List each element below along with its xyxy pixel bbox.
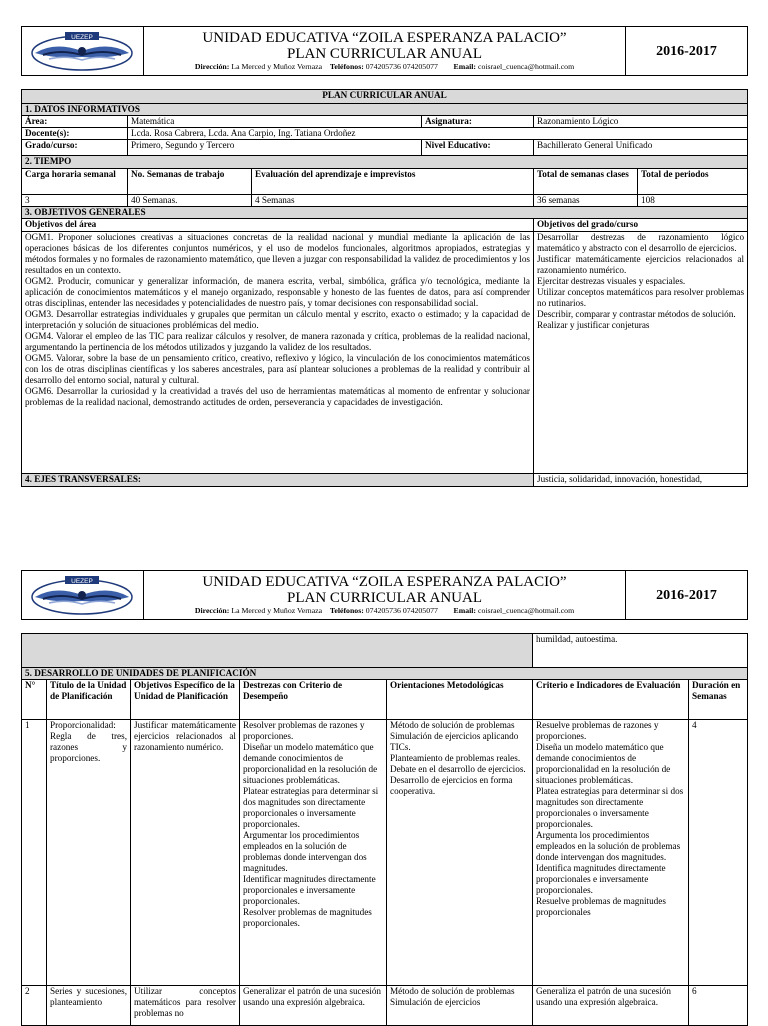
row2-orientaciones: Método de solución de problemas Simulación de ejercicios bbox=[387, 986, 533, 1026]
page1-header bbox=[21, 26, 748, 76]
row1-destrezas: Resolver problemas de razones y proporciones. Diseñar un modelo matemático que demande conocimientos de proporcionalidad en la resolución de situaciones problemáticas. Platear estrategias para determinar si dos magnitudes son directamente proporcionales o inversamente proporcionales. Argumentar los procedimientos empleados en la solución de problemas donde intervengan dos magnitudes. Identificar magnitudes directamente proporcionales e inversamente proporcionales. Resolver problemas de magnitudes proporcionales. bbox=[240, 720, 387, 986]
objetivos-area-list bbox=[22, 232, 534, 474]
eagle-logo-icon bbox=[25, 573, 139, 617]
asignatura-label: Asignatura: bbox=[422, 116, 534, 128]
area-value: Matemática bbox=[128, 116, 422, 128]
tiempo-carga-value: 3 bbox=[22, 195, 128, 207]
tiempo-evaluacion-value: 4 Semanas bbox=[252, 195, 534, 207]
obj-grado-4: Utilizar conceptos matemáticos para resolver problemas no rutinarios. bbox=[537, 287, 745, 308]
school-logo bbox=[22, 27, 144, 76]
plan-section-title: PLAN CURRICULAR ANUAL bbox=[22, 90, 748, 104]
tiempo-total-semanas-value: 36 semanas bbox=[534, 195, 638, 207]
row1-numero: 1 bbox=[22, 720, 47, 986]
tiempo-semanas-value: 40 Semanas. bbox=[128, 195, 252, 207]
section-4-title: 4. EJES TRANSVERSALES: bbox=[22, 474, 534, 487]
tiempo-header-total-periodos: Total de periodos bbox=[638, 169, 748, 195]
section-3-title: 3. OBJETIVOS GENERALES bbox=[22, 207, 748, 219]
ejes-continued-label-cell bbox=[22, 634, 533, 668]
section-2-title: 2. TIEMPO bbox=[22, 156, 748, 169]
row2-objetivo: Utilizar conceptos matemáticos para resolver problemas no bbox=[131, 986, 240, 1026]
ogm-2: OGM2. Producir, comunicar y generalizar información, de manera escrita, verbal, simbólica, gráfica y/o tecnológica, mediante la aplicación de conocimientos matemáticos y el manejo organizado, responsable y honesto de las fuentes de datos, para así comprender otras disciplinas, entender las necesidades y potencialidades de nuestro país, y tomar decisiones con responsabilidad social. bbox=[25, 276, 530, 308]
ogm-5: OGM5. Valorar, sobre la base de un pensamiento crítico, creativo, reflexivo y lógico, la vinculación de los conocimientos matemáticos con los de otras disciplinas científicas y los saberes ancestrales, para así plantear soluciones a problemas de la realidad y contribuir al desarrollo del entorno social, natural y cultural. bbox=[25, 353, 530, 385]
contact-line: Dirección: La Merced y Muñoz Vernaza Teléfonos: 074205736 074205077 Email: coisrael_cuenca@hotmail.com bbox=[194, 62, 575, 71]
ogm-4: OGM4. Valorar el empleo de las TIC para realizar cálculos y resolver, de manera razonada y crítica, problemas de la realidad nacional, argumentando la pertinencia de los métodos utilizados y juzgando la validez de los resultados. bbox=[25, 331, 530, 352]
section-5-title: 5. DESARROLLO DE UNIDADES DE PLANIFICACIÓN bbox=[22, 668, 748, 680]
row2-titulo: Series y sucesiones, planteamiento bbox=[47, 986, 131, 1026]
obj-grado-2: Justificar matemáticamente ejercicios relacionados al razonamiento numérico. bbox=[537, 254, 745, 275]
ejes-continued-value: humildad, autoestima. bbox=[533, 634, 748, 668]
eagle-logo-icon bbox=[25, 29, 139, 73]
area-label: Área: bbox=[22, 116, 128, 128]
table-row bbox=[22, 720, 748, 986]
tiempo-header-semanas: No. Semanas de trabajo bbox=[128, 169, 252, 195]
obj-grado-1: Desarrollar destrezas de razonamiento lógico matemático y abstracto con el desarrollo de ejercicios. bbox=[537, 232, 745, 253]
nivel-label: Nivel Educativo: bbox=[422, 140, 534, 156]
col-header-criterios: Criterio e Indicadores de Evaluación bbox=[533, 680, 689, 720]
grado-value: Primero, Segundo y Tercero bbox=[128, 140, 422, 156]
page1-main-table bbox=[21, 89, 748, 487]
col-header-titulo: Título de la Unidad de Planificación bbox=[47, 680, 131, 720]
tiempo-total-periodos-value: 108 bbox=[638, 195, 748, 207]
row1-objetivo: Justificar matemáticamente ejercicios relacionados al razonamiento numérico. bbox=[131, 720, 240, 986]
row1-criterios: Resuelve problemas de razones y proporciones. Diseña un modelo matemático que demande conocimientos de proporcionalidad en la resolución de situaciones problemáticas. Platea estrategias para determinar si dos magnitudes son directamente proporcionales o inversamente proporcionales. Argumenta los procedimientos empleados en la solución de problemas donde intervengan dos magnitudes. Identifica magnitudes directamente proporcionales e inversamente proporcionales. Resuelve problemas de magnitudes proporcionales bbox=[533, 720, 689, 986]
nivel-value: Bachillerato General Unificado bbox=[534, 140, 748, 156]
objetivos-area-header: Objetivos del área bbox=[22, 219, 534, 232]
tiempo-header-total-semanas: Total de semanas clases bbox=[534, 169, 638, 195]
row2-destrezas: Generalizar el patrón de una sucesión usando una expresión algebraica. bbox=[240, 986, 387, 1026]
col-header-destrezas: Destrezas con Criterio de Desempeño bbox=[240, 680, 387, 720]
row1-orientaciones: Método de solución de problemas Simulación de ejercicios aplicando TICs. Planteamiento de problemas reales. Debate en el desarrollo de ejercicios. Desarrollo de ejercicios en forma cooperativa. bbox=[387, 720, 533, 986]
school-name: UNIDAD EDUCATIVA “ZOILA ESPERANZA PALACIO” bbox=[202, 574, 567, 590]
plan-title: PLAN CURRICULAR ANUAL bbox=[286, 46, 482, 62]
contact-line: Dirección: La Merced y Muñoz Vernaza Teléfonos: 074205736 074205077 Email: coisrael_cuenca@hotmail.com bbox=[194, 606, 575, 615]
page2-header bbox=[21, 570, 748, 620]
school-logo bbox=[22, 571, 144, 620]
col-header-numero: N° bbox=[22, 680, 47, 720]
row1-duracion: 4 bbox=[689, 720, 748, 986]
col-header-objetivo: Objetivos Específico de la Unidad de Planificación bbox=[131, 680, 240, 720]
objetivos-grado-list bbox=[534, 232, 748, 474]
plan-title: PLAN CURRICULAR ANUAL bbox=[286, 590, 482, 606]
school-info bbox=[144, 27, 626, 76]
objetivos-grado-header: Objetivos del grado/curso bbox=[534, 219, 748, 232]
school-year: 2016-2017 bbox=[626, 571, 748, 620]
obj-grado-6: Realizar y justificar conjeturas bbox=[537, 320, 650, 330]
ogm-3: OGM3. Desarrollar estrategias individuales y grupales que permitan un cálculo mental y escrito, exacto o estimado; y la capacidad de interpretación y solución de situaciones problémicas del medio. bbox=[25, 309, 530, 330]
ogm-1: OGM1. Proponer soluciones creativas a situaciones concretas de la realidad nacional y mundial mediante la aplicación de las operaciones básicas de los diferentes conjuntos numéricos, y el uso de modelos funcionales, algoritmos apropiados, estrategias y métodos formales y no formales de razonamiento matemático, que lleven a juzgar con responsabilidad la validez de procedimientos y los resultados en un contexto. bbox=[25, 232, 530, 275]
section-1-title: 1. DATOS INFORMATIVOS bbox=[22, 104, 748, 116]
row2-numero: 2 bbox=[22, 986, 47, 1026]
school-year: 2016-2017 bbox=[626, 27, 748, 76]
row1-titulo: Proporcionalidad: Regla de tres, razones y proporciones. bbox=[47, 720, 131, 986]
table-row bbox=[22, 986, 748, 1026]
asignatura-value: Razonamiento Lógico bbox=[534, 116, 748, 128]
row2-duracion: 6 bbox=[689, 986, 748, 1026]
row2-criterios: Generaliza el patrón de una sucesión usando una expresión algebraica. bbox=[533, 986, 689, 1026]
school-name: UNIDAD EDUCATIVA “ZOILA ESPERANZA PALACIO” bbox=[202, 30, 567, 46]
col-header-duracion: Duración en Semanas bbox=[689, 680, 748, 720]
page2-main-table bbox=[21, 633, 748, 1026]
ejes-value: Justicia, solidaridad, innovación, honestidad, bbox=[534, 474, 748, 487]
obj-grado-3: Ejercitar destrezas visuales y espaciales. bbox=[537, 276, 686, 286]
col-header-orientaciones: Orientaciones Metodológicas bbox=[387, 680, 533, 720]
ogm-6: OGM6. Desarrollar la curiosidad y la creatividad a través del uso de herramientas matemáticas al momento de enfrentar y solucionar problemas de la realidad nacional, demostrando actitudes de orden, perseverancia y capacidades de investigación. bbox=[25, 386, 530, 407]
svg-text:UEZEP: UEZEP bbox=[71, 578, 93, 585]
svg-text:UEZEP: UEZEP bbox=[71, 34, 93, 41]
docentes-value: Lcda. Rosa Cabrera, Lcda. Ana Carpio, Ing. Tatiana Ordoñez bbox=[128, 128, 748, 140]
obj-grado-5: Describir, comparar y contrastar métodos de solución. bbox=[537, 309, 736, 319]
docentes-label: Docente(s): bbox=[22, 128, 128, 140]
tiempo-header-evaluacion: Evaluación del aprendizaje e imprevistos bbox=[252, 169, 534, 195]
tiempo-header-carga: Carga horaria semanal bbox=[22, 169, 128, 195]
grado-label: Grado/curso: bbox=[22, 140, 128, 156]
school-info bbox=[144, 571, 626, 620]
